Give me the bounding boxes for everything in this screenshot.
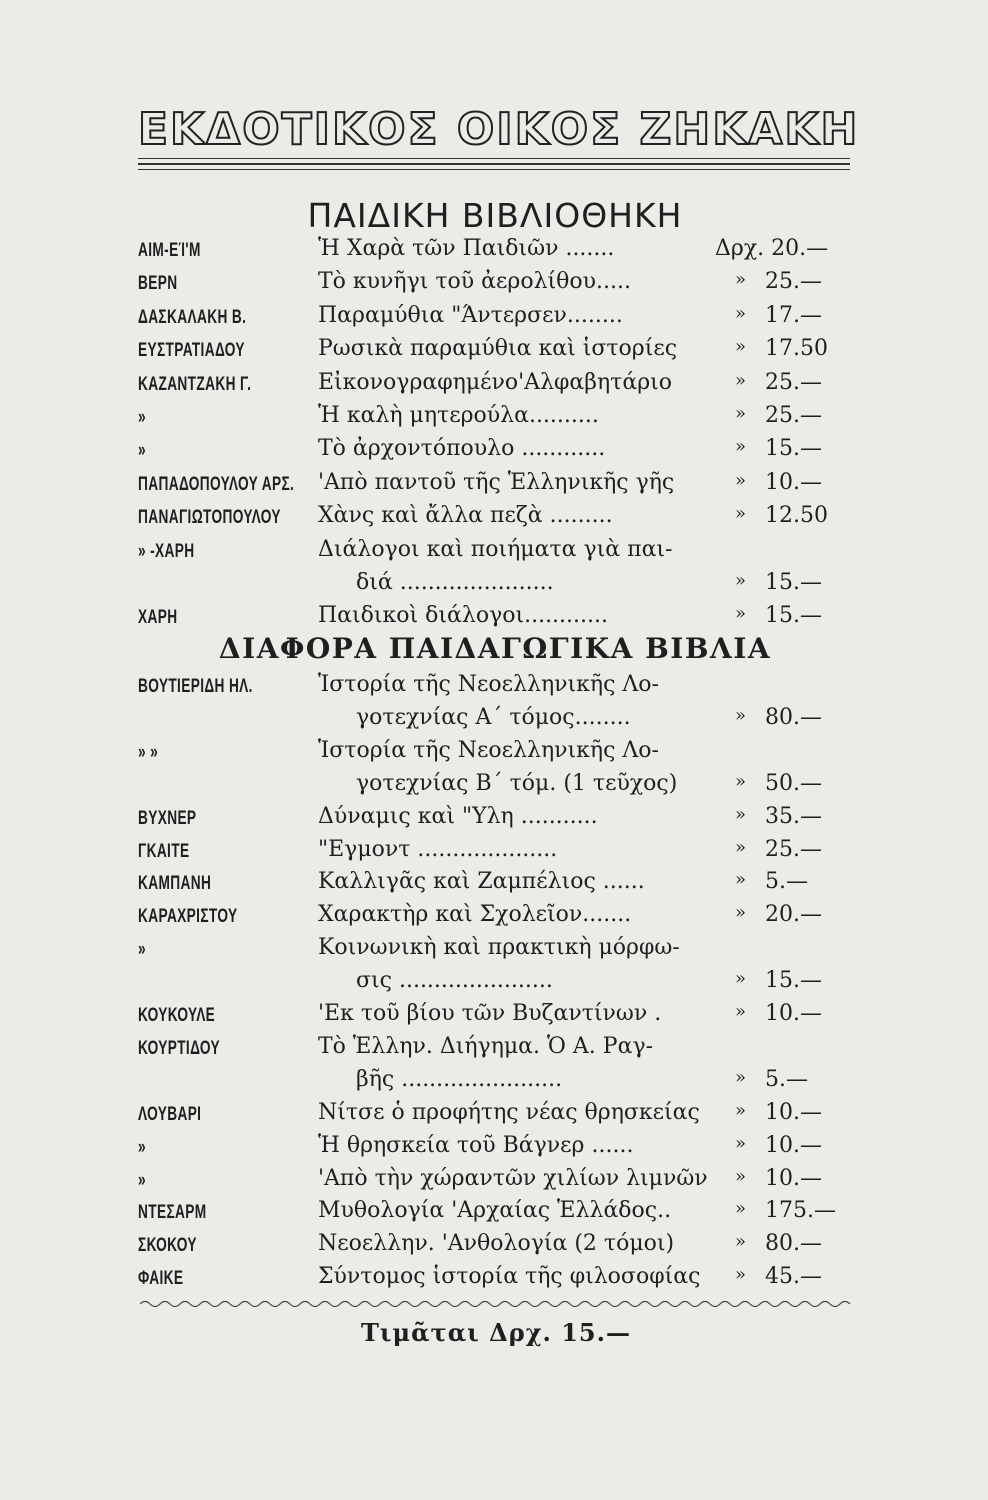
entry-author: ΣΚΟΚΟΥ [138, 1235, 197, 1257]
entry-price: 10.— [765, 469, 822, 495]
entry-title: γοτεχνίας Β΄ τόμ. (1 τεῦχος) [356, 770, 678, 796]
entry-title: Νεοελλην. 'Ανθολογία (2 τόμοι) [318, 1231, 675, 1257]
ditto-mark: » [735, 503, 747, 525]
entry-author: ΝΤΕΣΑΡΜ [138, 1202, 207, 1224]
entry-title: Χαρακτὴρ καὶ Σχολεῖον....... [318, 902, 632, 928]
ditto-mark: » [735, 803, 747, 825]
entry-title: Εἰκονογραφημένο'Αλφαβητάριο [318, 369, 673, 395]
catalog-entry [0, 935, 988, 969]
entry-price: 15.— [765, 603, 822, 629]
entry-price: 35.— [765, 803, 822, 829]
ditto-mark: » [735, 968, 747, 990]
entry-author: ΠΑΠΑΔΟΠΟΥΛΟΥ ΑΡΣ. [138, 473, 295, 495]
entry-title: Τὸ κυνῆγι τοῦ ἀερολίθου..... [318, 269, 631, 295]
entry-title: Μυθολογία 'Αρχαίας Ἑλλάδος.. [318, 1198, 672, 1224]
entry-author: ΓΚΑΙΤΕ [138, 840, 190, 862]
entry-title: Ρωσικὰ παραμύθια καὶ ἱστορίες [318, 336, 678, 362]
catalog-entry [0, 570, 988, 604]
entry-price: 175.— [765, 1198, 836, 1224]
catalog-entry [0, 771, 988, 805]
entry-title: Σύντομος ἱστορία τῆς φιλοσοφίας [318, 1264, 701, 1290]
entry-price: 10.— [765, 1099, 822, 1125]
ditto-mark: » [735, 1066, 747, 1088]
catalog-entry [0, 336, 988, 370]
ditto-mark: » [735, 1231, 747, 1253]
entry-author: ΚΟΥΡΤΙΔΟΥ [138, 1037, 221, 1059]
publisher-heading: ΕΚΔΟΤΙΚΟΣ ΟΙΚΟΣ ΖΗΚΑΚΗ [138, 104, 860, 155]
ditto-mark: » [735, 469, 747, 491]
ditto-mark: » [735, 302, 747, 324]
entry-price: 12.50 [765, 503, 828, 529]
catalog-entry [0, 1100, 988, 1134]
entry-title: Ἡ καλὴ μητερούλα.......... [318, 403, 599, 428]
catalog-entry [0, 403, 988, 437]
header-rule-thick [138, 163, 850, 165]
entry-price: 15.— [765, 570, 822, 595]
entry-title: διά ...................... [356, 570, 554, 595]
ditto-mark: » [735, 1165, 747, 1187]
entry-price: 25.— [765, 836, 822, 862]
ditto-mark: » [735, 902, 747, 924]
ditto-mark: » [735, 336, 747, 358]
entry-title: Ἱστορία τῆς Νεοελληνικῆς Λο- [318, 672, 659, 697]
entry-title: Ἱστορία τῆς Νεοελληνικῆς Λο- [318, 737, 659, 763]
entry-title: Παιδικοὶ διάλογοι............ [318, 603, 609, 629]
catalog-entry [0, 436, 988, 470]
ditto-mark: » [735, 1099, 747, 1121]
ditto-mark: » [735, 704, 747, 726]
header-rule-thin [138, 158, 850, 159]
entry-price: 5.— [765, 869, 808, 895]
entry-price: 20.— [765, 902, 822, 928]
catalog-entry [0, 1034, 988, 1068]
entry-price: 10.— [765, 1001, 822, 1026]
entry-title: Νίτσε ὁ προφήτης νέας θρησκείας [318, 1099, 700, 1125]
catalog-entry [0, 470, 988, 504]
entry-price: 10.— [765, 1165, 822, 1191]
entry-author: ΚΟΥΚΟΥΛΕ [138, 1005, 216, 1026]
catalog-entry [0, 1166, 988, 1200]
entry-title: Ἡ θρησκεία τοῦ Βάγνερ ...... [318, 1132, 634, 1158]
price-footer: Τιμᾶται Δρχ. 15.— [361, 1318, 631, 1347]
ditto-mark: » [735, 1132, 747, 1154]
entry-title: Διάλογοι καὶ ποιήματα γιὰ παι- [318, 536, 673, 562]
ditto-mark: » [735, 603, 747, 625]
entry-title: γοτεχνίας Α΄ τόμος........ [356, 704, 631, 730]
entry-title: βῆς ....................... [356, 1066, 563, 1092]
entry-author: ΔΑΣΚΑΛΑΚΗ Β. [138, 306, 247, 328]
catalog-entry [0, 738, 988, 772]
entry-title: 'Απὸ παντοῦ τῆς Ἑλληνικῆς γῆς [318, 469, 675, 495]
entry-price: 17.50 [765, 336, 828, 362]
catalog-entry [0, 968, 988, 1002]
entry-title: 'Απὸ τὴν χώραντῶν χιλίων λιμνῶν [318, 1165, 708, 1191]
ditto-mark: » [735, 770, 747, 792]
entry-author: ΛΟΥΒΑΡΙ [138, 1103, 202, 1125]
catalog-entry [0, 902, 988, 936]
catalog-entry [0, 537, 988, 571]
entry-price: 50.— [765, 770, 822, 796]
entry-author: ΚΑΖΑΝΤΖΑΚΗ Γ. [138, 373, 252, 395]
entry-author: » » [138, 741, 159, 763]
ditto-mark: » [735, 369, 747, 391]
entry-title: Τὸ ἀρχοντόπουλο ............ [318, 436, 606, 462]
catalog-entry [0, 1264, 988, 1298]
entry-author: ΒΕΡΝ [138, 273, 178, 295]
entry-title: Τὸ Ἑλλην. Διήγημα. Ὁ Α. Ραγ- [318, 1033, 654, 1059]
entry-author: » [138, 939, 146, 961]
entry-title: σις ...................... [356, 968, 553, 994]
catalog-entry [0, 705, 988, 739]
ditto-mark: » [735, 836, 747, 858]
entry-author: » [138, 1136, 146, 1158]
entry-title: Παραμύθια "Άντερσεν........ [318, 302, 623, 328]
ditto-mark: » [735, 436, 747, 458]
ditto-mark: » [735, 1264, 747, 1286]
catalog-entry [0, 837, 988, 871]
ditto-mark: » [735, 269, 747, 291]
catalog-entry [0, 869, 988, 903]
ditto-mark: » [735, 869, 747, 891]
entry-author: ΦΑΙΚΕ [138, 1268, 184, 1290]
entry-author: ΒΟΥΤΙΕΡΙΔΗ ΗΛ. [138, 676, 253, 697]
entry-author: ΕΥΣΤΡΑΤΙΑΔΟΥ [138, 340, 245, 362]
entry-price: 80.— [765, 704, 822, 730]
section-title-childrens-library: ΠΑΙΔΙΚΗ ΒΙΒΛΙΟΘΗΚΗ [307, 196, 683, 235]
catalog-entry [0, 672, 988, 706]
entry-title: Δύναμις καὶ "Υλη ........... [318, 803, 598, 829]
entry-price: 25.— [765, 369, 822, 395]
ditto-mark: » [735, 403, 747, 424]
entry-price: Δρχ. 20.— [715, 236, 829, 261]
entry-author: ΚΑΡΑΧΡΙΣΤΟΥ [138, 906, 238, 928]
catalog-entry [0, 1231, 988, 1265]
entry-author: ΑΙΜ-ΕΊ'Μ [138, 240, 201, 261]
catalog-entry [0, 303, 988, 337]
catalog-entry [0, 804, 988, 838]
entry-title: 'Εκ τοῦ βίου τῶν Βυζαντίνων . [318, 1001, 662, 1026]
catalog-entry [0, 1067, 988, 1101]
catalog-entry [0, 370, 988, 404]
entry-title: Ἡ Χαρὰ τῶν Παιδιῶν ....... [318, 236, 615, 261]
entry-price: 15.— [765, 968, 822, 994]
header-rule-thin-2 [138, 169, 850, 170]
ditto-mark: » [735, 570, 747, 591]
ditto-mark: » [735, 1001, 747, 1022]
entry-author: ΠΑΝΑΓΙΩΤΟΠΟΥΛΟΥ [138, 507, 281, 529]
entry-price: 80.— [765, 1231, 822, 1257]
entry-title: Καλλιγᾶς καὶ Ζαμπέλιος ...... [318, 869, 645, 895]
entry-price: 10.— [765, 1132, 822, 1158]
entry-author: » [138, 407, 146, 428]
catalog-entry [0, 503, 988, 537]
entry-author: » [138, 1169, 146, 1191]
entry-title: Χὰνς καὶ ἄλλα πεζὰ ......... [318, 503, 613, 529]
entry-author: ΒΥΧΝΕΡ [138, 807, 197, 829]
entry-title: "Εγμοντ .................... [318, 836, 558, 862]
wavy-divider [140, 1297, 852, 1311]
entry-price: 25.— [765, 269, 822, 295]
ditto-mark: » [735, 1198, 747, 1220]
section-title-pedagogical-books: ΔΙΑΦΟΡΑ ΠΑΙΔΑΓΩΓΙΚΑ ΒΙΒΛΙΑ [218, 632, 772, 665]
entry-price: 5.— [765, 1066, 808, 1092]
catalog-entry [0, 1133, 988, 1167]
catalog-entry [0, 1001, 988, 1035]
entry-title: Κοινωνικὴ καὶ πρακτικὴ μόρφω- [318, 935, 680, 961]
entry-price: 15.— [765, 436, 822, 462]
entry-author: ΧΑΡΗ [138, 607, 178, 629]
entry-price: 25.— [765, 403, 822, 428]
catalog-entry [0, 236, 988, 270]
entry-price: 45.— [765, 1264, 822, 1290]
entry-author: ΚΑΜΠΑΝΗ [138, 873, 212, 895]
catalog-entry [0, 1198, 988, 1232]
entry-price: 17.— [765, 302, 822, 328]
catalog-entry [0, 269, 988, 303]
entry-author: » [138, 440, 146, 462]
entry-author: » -ΧΑΡΗ [138, 540, 195, 562]
